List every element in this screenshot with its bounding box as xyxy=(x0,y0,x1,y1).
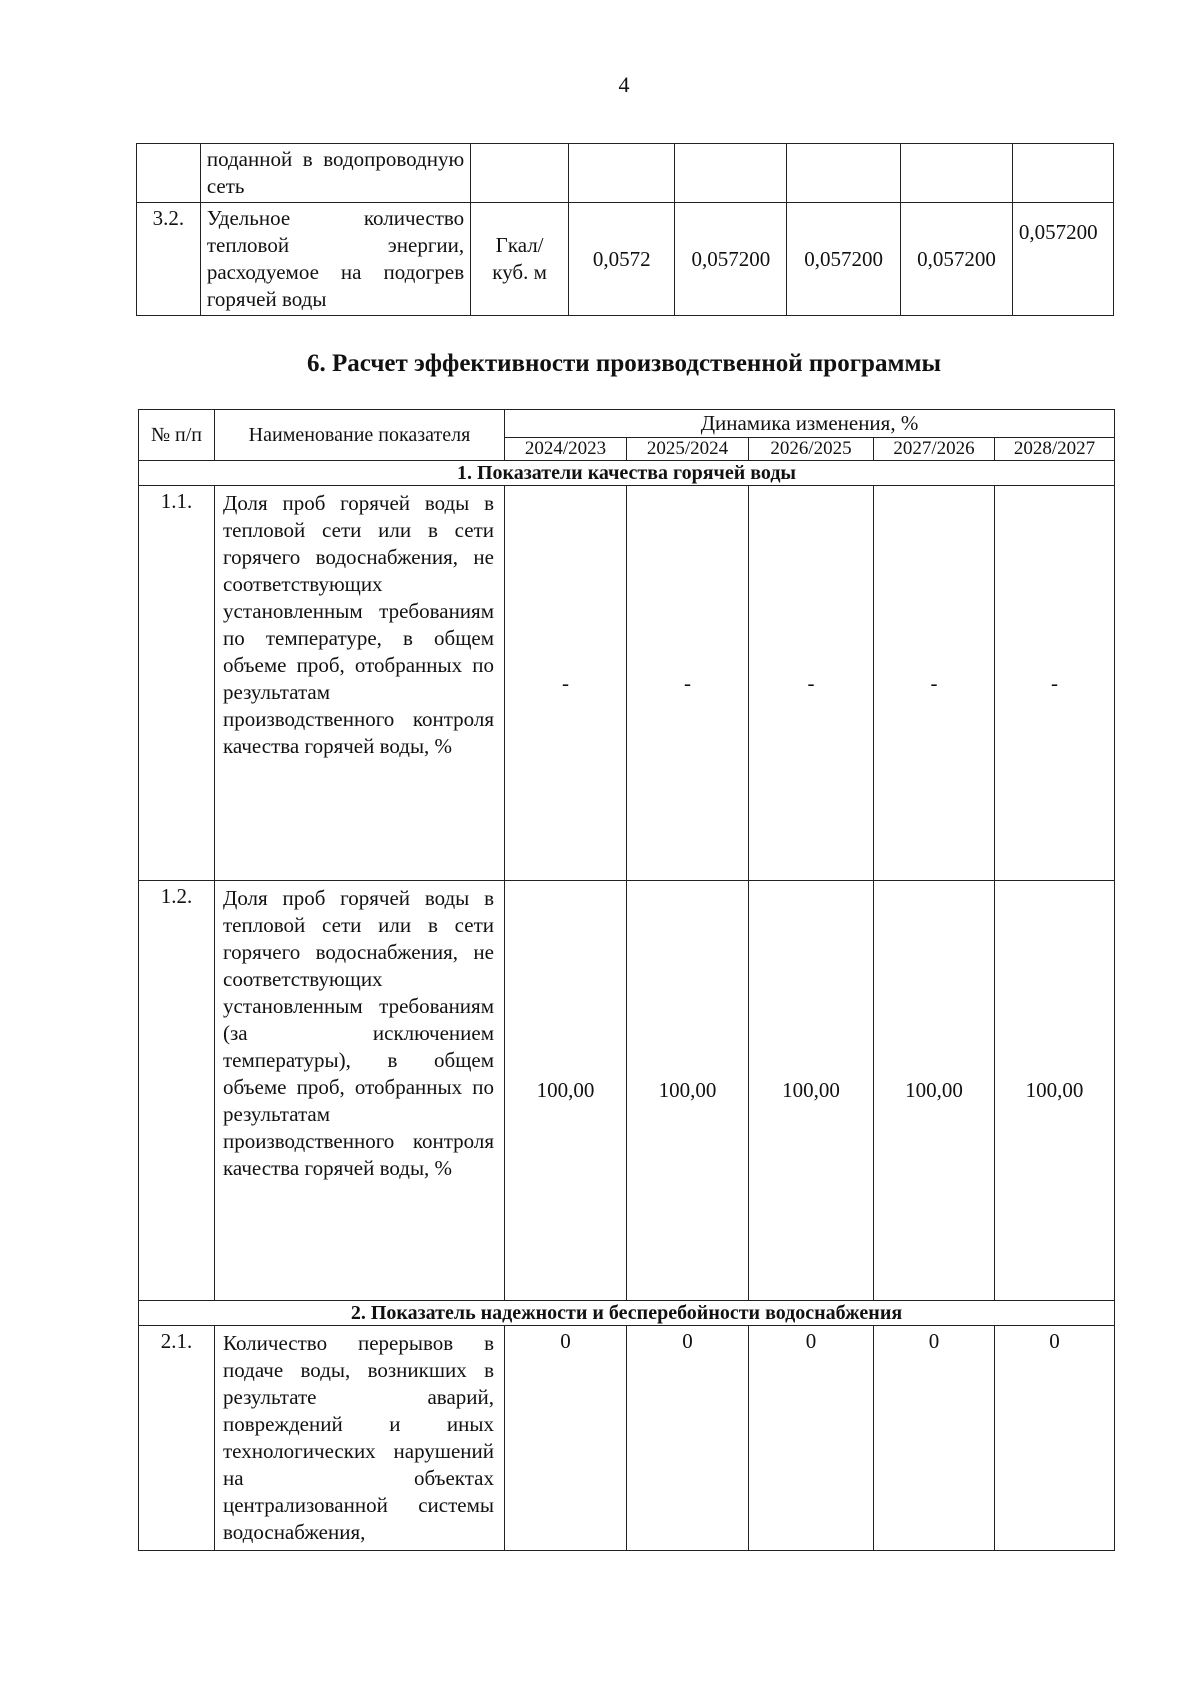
table-continued xyxy=(136,143,1114,316)
cell-name: Удельное количество тепловой энергии, расходуемое на подогрев горячей воды xyxy=(200,203,470,316)
header-year: 2026/2025 xyxy=(749,438,874,461)
cell-value xyxy=(569,144,675,203)
cell-name: Количество перерывов в подаче воды, возникших в результате аварий, повреждений и иных технологических нарушений на объектах централизованной системы водоснабжения, xyxy=(215,1326,505,1551)
cell-value: - xyxy=(995,486,1115,881)
cell-value: - xyxy=(874,486,995,881)
cell-num: 2.1. xyxy=(139,1326,215,1551)
header-year: 2025/2024 xyxy=(627,438,749,461)
cell-value: 0,057200 xyxy=(787,203,901,316)
header-num: № п/п xyxy=(139,410,215,461)
header-dynamics: Динамика изменения, % xyxy=(505,410,1115,438)
cell-value xyxy=(1012,144,1113,203)
cell-value: 0 xyxy=(749,1326,874,1551)
cell-unit: Гкал/ куб. м xyxy=(471,203,569,316)
cell-value xyxy=(787,144,901,203)
cell-value: 100,00 xyxy=(749,881,874,1301)
table-row xyxy=(137,203,1114,316)
cell-num: 1.1. xyxy=(139,486,215,881)
header-year: 2024/2023 xyxy=(505,438,627,461)
table-row xyxy=(139,1326,1115,1551)
header-year: 2027/2026 xyxy=(874,438,995,461)
group-heading: 2. Показатель надежности и бесперебойности водоснабжения xyxy=(139,1301,1115,1326)
cell-value: 0 xyxy=(874,1326,995,1551)
cell-value: 100,00 xyxy=(995,881,1115,1301)
cell-value: - xyxy=(749,486,874,881)
header-name: Наименование показателя xyxy=(215,410,505,461)
cell-num: 1.2. xyxy=(139,881,215,1301)
table-row xyxy=(137,144,1114,203)
group-row xyxy=(139,461,1115,486)
cell-value: 100,00 xyxy=(505,881,627,1301)
cell-name: Доля проб горячей воды в тепловой сети или в сети горячего водоснабжения, не соответствующих установленным требованиям (за исключением температуры), в общем объеме проб, отобранных по результатам производственного контроля качества горячей воды, % xyxy=(215,881,505,1301)
cell-value: 100,00 xyxy=(627,881,749,1301)
cell-value xyxy=(675,144,787,203)
cell-unit xyxy=(471,144,569,203)
cell-value: 0,057200 xyxy=(901,203,1013,316)
cell-value: - xyxy=(505,486,627,881)
section-title: 6. Расчет эффективности производственной программы xyxy=(306,350,942,377)
cell-value: 0 xyxy=(627,1326,749,1551)
cell-name: Доля проб горячей воды в тепловой сети или в сети горячего водоснабжения, не соответствующих установленным требованиям по температуре, в общем объеме проб, отобранных по результатам производственного контроля качества горячей воды, % xyxy=(215,486,505,881)
cell-num xyxy=(137,144,201,203)
cell-value: 0 xyxy=(995,1326,1115,1551)
group-heading: 1. Показатели качества горячей воды xyxy=(139,461,1115,486)
table-row xyxy=(139,881,1115,1301)
efficiency-table xyxy=(138,409,1115,1551)
cell-value: - xyxy=(627,486,749,881)
table-row xyxy=(139,486,1115,881)
page-number: 4 xyxy=(618,72,630,97)
cell-num: 3.2. xyxy=(137,203,201,316)
cell-value: 100,00 xyxy=(874,881,995,1301)
cell-value: 0 xyxy=(505,1326,627,1551)
cell-value: 0,057200 xyxy=(1012,203,1113,316)
cell-value xyxy=(901,144,1013,203)
cell-value: 0,0572 xyxy=(569,203,675,316)
cell-name: поданной в водопроводную сеть xyxy=(200,144,470,203)
header-year: 2028/2027 xyxy=(995,438,1115,461)
group-row xyxy=(139,1301,1115,1326)
cell-value: 0,057200 xyxy=(675,203,787,316)
header-row xyxy=(139,410,1115,438)
